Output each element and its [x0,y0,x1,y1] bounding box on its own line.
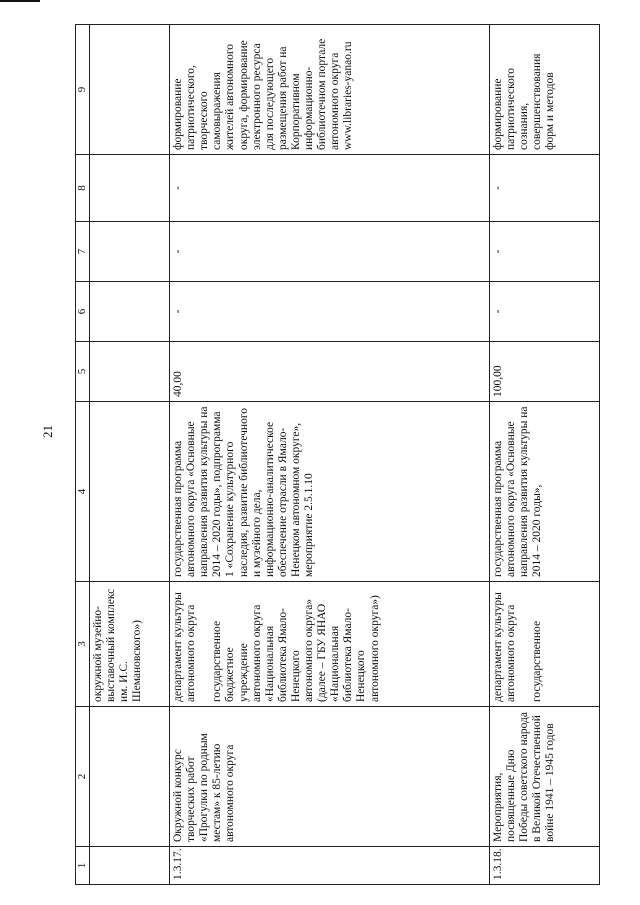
header-rule [0,0,40,2]
funding-source: государственная программа автономного округа «Основные направления развития культуры на 2014 – 2020 годы», подпрограмма 1 «Сохранение культурного наследия, развитие библиотечного и музейного дела, информационно-аналитическое обеспечение отрасли в Ямало-Ненецком автономном округе», мероприятие 2.5.1.10 [170,402,490,582]
row-number: 1.3.18. [490,847,600,885]
executor: департамент культуры автономного округа государственное бюджетное учреждение автономного округа «Национальная библиотека Ямало-Ненецкого автономного округа» (далее – ГБУ ЯНАО «Национальная библиотека Ямало-Ненецкого автономного округа») [170,582,490,707]
activity-name: Мероприятия, посвященные Дню Победы советского народа в Великой Отечественной войне 1941 – 1945 годов [490,707,600,847]
table-cell: - [490,222,600,282]
header-cell: 1 [76,847,90,885]
table-cell: - [170,282,490,342]
table-cell [90,25,170,155]
header-cell: 6 [76,282,90,342]
header-cell: 7 [76,222,90,282]
rotated-table-wrapper [75,25,600,885]
header-cell: 5 [76,342,90,402]
amount: 100,00 [490,342,600,402]
header-cell: 2 [76,707,90,847]
table-cell [90,282,170,342]
table-cell: окружной музейно-выставочный комплекс им. И.С. Шемановского») [90,582,170,707]
table-cell [90,155,170,222]
header-cell: 9 [76,25,90,155]
header-cell: 3 [76,582,90,707]
table-cell [90,222,170,282]
amount: 40,00 [170,342,490,402]
executor: департамент культуры автономного округа государственное [490,582,600,707]
table-cell [90,847,170,885]
funding-source: государственная программа автономного округа «Основные направления развития культуры на 2014 – 2020 годы», [490,402,600,582]
activity-name: Окружной конкурс творческих работ «Прогулки по родным местам» к 85-летию автономного округа [170,707,490,847]
table-cell: - [170,155,490,222]
table-cell: - [490,155,600,222]
table-cell [90,707,170,847]
table-cell: - [170,222,490,282]
page-number: 21 [40,425,55,438]
header-row [76,25,90,885]
continuation-row [90,25,170,885]
table-row [170,25,490,885]
header-cell: 4 [76,402,90,582]
activities-table [75,24,600,885]
table-cell [90,342,170,402]
table-row [490,25,600,885]
row-number: 1.3.17. [170,847,490,885]
header-cell: 8 [76,155,90,222]
expected-result: формирование патриотического, творческого самовыражения жителей автономного округа, формирование электронного ресурса для последующего размещения работ на Корпоративном информационно-библиотечном портале автономного округа www.libraries-yanao.ru [170,25,490,155]
table-cell: - [490,282,600,342]
expected-result: формирование патриотического сознания, совершенствования форм и методов [490,25,600,155]
table-cell [90,402,170,582]
